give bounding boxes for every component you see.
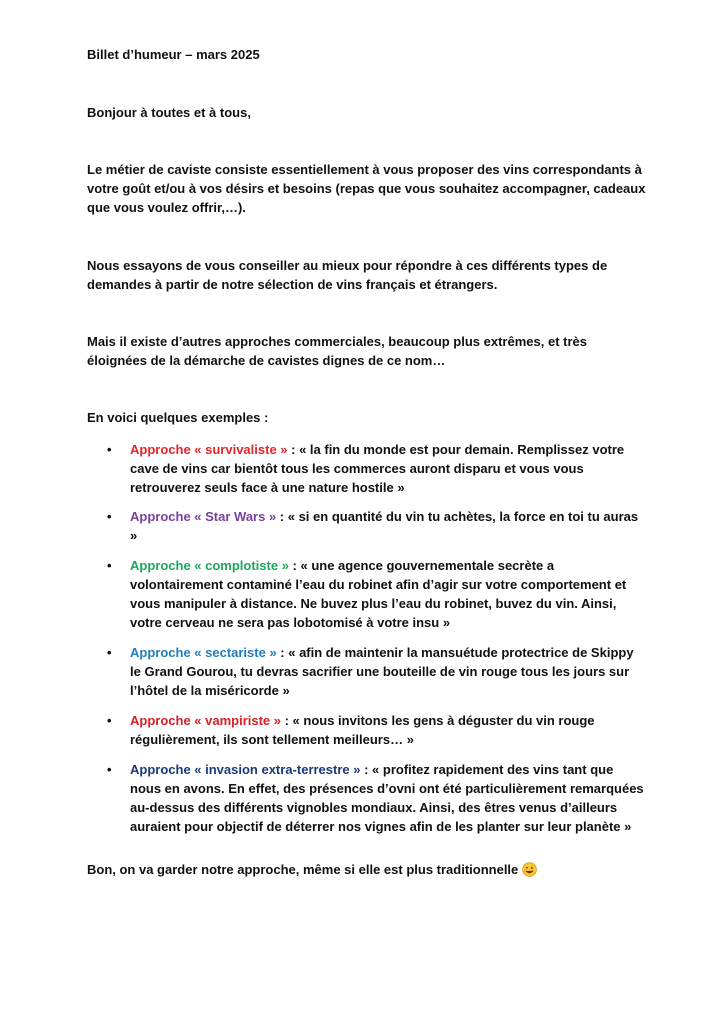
examples-list	[107, 440, 647, 836]
bullet-icon: •	[107, 762, 112, 777]
example-text: : « une agence gouvernementale secrète a volontairement contaminé l’eau du robinet afin d’agir sur votre comportement et vous manipuler à distance. Ne buvez plus l’eau du robinet, buvez du vin. Ainsi, votre cerveau ne sera pas lobotomisé à votre insu »	[130, 558, 627, 630]
example-label: Approche « sectariste »	[130, 645, 277, 660]
example-text: : « nous invitons les gens à déguster du vin rouge régulièrement, ils sont tellement meilleurs… »	[130, 713, 595, 747]
example-label: Approche « survivaliste »	[130, 442, 288, 457]
example-label: Approche « Star Wars »	[130, 509, 277, 524]
bullet-icon: •	[107, 509, 112, 524]
example-text: : « profitez rapidement des vins tant que nous en avons. En effet, des présences d’ovni ont été particulièrement remarquées au-dessus des différents vignobles mondiaux. Ainsi, des êtres venus d’ailleurs auraient pour objectif de déterrer nos vignes afin de les planter sur leur planète »	[130, 762, 644, 834]
example-text: : « si en quantité du vin tu achètes, la force en toi tu auras »	[130, 509, 639, 543]
document-title: Billet d’humeur – mars 2025	[87, 47, 260, 62]
bullet-icon: •	[107, 645, 112, 660]
closing-text: Bon, on va garder notre approche, même si elle est plus traditionnelle	[87, 862, 519, 877]
list-item	[107, 760, 647, 836]
example-label: Approche « vampiriste »	[130, 713, 281, 728]
greeting: Bonjour à toutes et à tous,	[87, 105, 251, 120]
example-label: Approche « complotiste »	[130, 558, 289, 573]
example-label: Approche « invasion extra-terrestre »	[130, 762, 361, 777]
list-item	[107, 643, 647, 700]
closing-line	[87, 861, 647, 879]
paragraph-1: Le métier de caviste consiste essentiellement à vous proposer des vins correspondants à votre goût et/ou à vos désirs et besoins (repas que vous souhaitez accompagner, cadeaux que vous voulez offrir,…).	[87, 162, 646, 215]
paragraph-3: Mais il existe d’autres approches commerciales, beaucoup plus extrêmes, et très éloignées de la démarche de cavistes dignes de ce nom…	[87, 334, 587, 368]
list-item	[107, 440, 647, 497]
list-item	[107, 711, 647, 749]
bullet-icon: •	[107, 713, 112, 728]
winking-face-emoji-icon	[522, 862, 537, 877]
example-text: : « la fin du monde est pour demain. Remplissez votre cave de vins car bientôt tous les commerces auront disparu et vous vous retrouverez seuls face à une nature hostile »	[130, 442, 625, 495]
example-text: : « afin de maintenir la mansuétude protectrice de Skippy le Grand Gourou, tu devras sacrifier une bouteille de vin rouge tous les jours sur l’hôtel de la miséricorde »	[130, 645, 634, 698]
bullet-icon: •	[107, 442, 112, 457]
paragraph-2: Nous essayons de vous conseiller au mieux pour répondre à ces différents types de demandes à partir de notre sélection de vins français et étrangers.	[87, 258, 608, 292]
list-item	[107, 556, 647, 632]
list-item	[107, 507, 647, 545]
bullet-icon: •	[107, 558, 112, 573]
list-intro: En voici quelques exemples :	[87, 410, 269, 425]
